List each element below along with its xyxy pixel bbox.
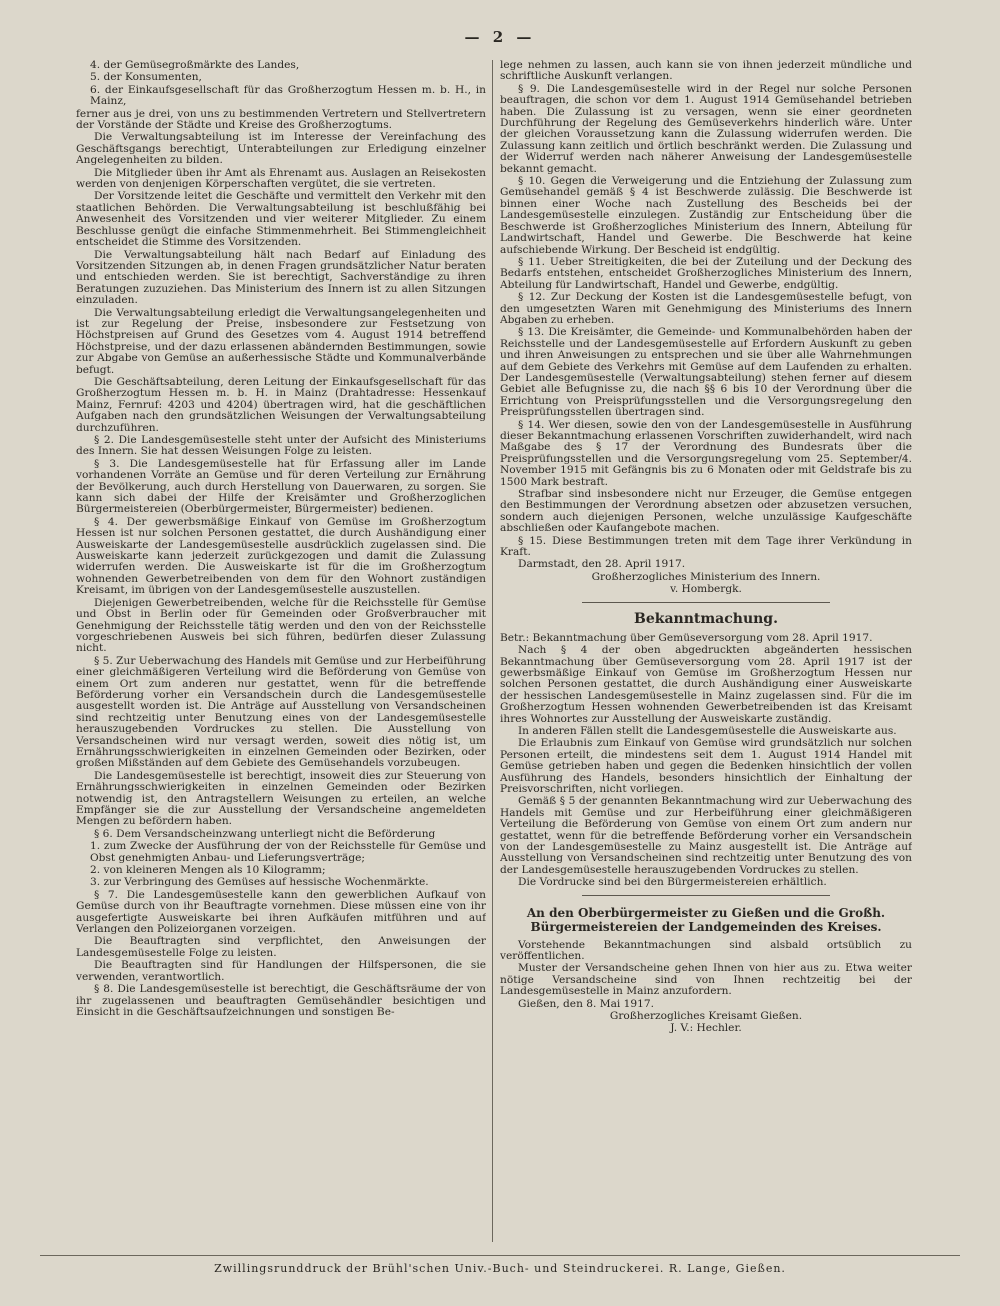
paragraph: Großherzogliches Kreisamt Gießen. xyxy=(609,1010,803,1023)
paragraph: § 14. Wer diesen, sowie den von der Landesgemüsestelle in Ausführung dieser Bekanntmachung erlassenen Vorschriften zuwiderhandelt, wird nach Maßgabe des § 17 der Verordnung des Bundesrats über die Preisprüfungsstellen und die Versorgungsregelung vom 25. September/4. November 1915 mit Gefängnis bis zu 6 Monaten oder mit Geldstrafe bis zu 1500 Mark bestraft. xyxy=(500,418,912,488)
paragraph: Die Vordrucke sind bei den Bürgermeistereien erhältlich. xyxy=(518,876,827,889)
paragraph: 1. zum Zwecke der Ausführung der von der Reichsstelle für Gemüse und Obst genehmigten Anbau- und Lieferungsverträge; xyxy=(90,840,486,864)
section-rule xyxy=(582,602,829,603)
paragraph: § 7. Die Landesgemüsestelle kann den gewerblichen Aufkauf von Gemüse durch von ihr Beauftragte vornehmen. Diese müssen eine von ihr ausgefertigte Ausweiskarte bei ihren Aufkäufen mitführen und auf Verlangen den Polizeiorganen vorzeigen. xyxy=(76,888,486,936)
announcement-body xyxy=(500,633,912,889)
paragraph: Die Erlaubnis zum Einkauf von Gemüse wird grundsätzlich nur solchen Personen erteilt, die mindestens seit dem 1. August 1914 Handel mit Gemüse getrieben haben und gegen die Bedenken hinsichtlich der vollen Ausführung des Handels, besonders hinsichtlich der Einhaltung der Preisvorschriften, nicht vorliegen. xyxy=(500,737,912,795)
paragraph: § 4. Der gewerbsmäßige Einkauf von Gemüse im Großherzogtum Hessen ist nur solchen Personen gestattet, die durch Aushändigung einer Ausweiskarte der Landesgemüsestelle ausdrücklich zugelassen sind. Die Ausweiskarte kann jederzeit zurückgezogen und damit die Zulassung widerrufen werden. Die Ausweiskarte ist für die im Großherzogtum wohnenden Gewerbetreibenden von dem für den Wohnort zuständigen Kreisamt, im übrigen von der Landesgemüsestelle auszustellen. xyxy=(76,515,486,597)
paragraph: lege nehmen zu lassen, auch kann sie von ihnen jederzeit mündliche und schriftliche Auskunft verlangen. xyxy=(500,60,912,83)
paragraph: § 3. Die Landesgemüsestelle hat für Erfassung aller im Lande vorhandenen Vorräte an Gemüse und für deren Verteilung zur Ernährung der Bevölkerung, auch durch Herstellung von Dauerwaren, zu sorgen. Sie kann sich dabei der Hilfe der Kreisämter und Großherzoglichen Bürgermeistereien (Oberbürgermeister, Bürgermeister) bedienen. xyxy=(76,457,486,516)
paragraph: Vorstehende Bekanntmachungen sind alsbald ortsüblich zu veröffentlichen. xyxy=(500,938,912,963)
paragraph: 2. von kleineren Mengen als 10 Kilogramm; xyxy=(90,864,326,877)
paragraph: § 10. Gegen die Verweigerung und die Entziehung der Zulassung zum Gemüsehandel gemäß § 4 ist Beschwerde zulässig. Die Beschwerde ist binnen einer Woche nach Zustellung des Bescheids bei der Landesgemüsestelle einzulegen. Zuständig zur Entscheidung über die Beschwerde ist Großherzogliches Ministerium des Innern, Abteilung für Landwirtschaft, Handel und Gewerbe. Die Beschwerde hat keine aufschiebende Wirkung. Der Bescheid ist endgültig. xyxy=(500,175,912,256)
paragraph: Die Verwaltungsabteilung erledigt die Verwaltungsangelegenheiten und ist zur Regelung der Preise, insbesondere zur Festsetzung von Höchstpreisen auf Grund des Gesetzes vom 4. August 1914 betreffend Höchstpreise, und der dazu erlassenen abändernden Bestimmungen, sowie zur Abgabe von Gemüse an außerhessische Städte und Kommunalverbände befugt. xyxy=(76,306,486,376)
section-rule xyxy=(582,895,829,896)
paragraph: § 15. Diese Bestimmungen treten mit dem Tage ihrer Verkündung in Kraft. xyxy=(500,534,912,559)
paragraph: ferner aus je drei, von uns zu bestimmenden Vertretern und Stellvertretern der Vorstände der Städte und Kreise des Großherzogtums. xyxy=(76,107,486,132)
paragraph: Betr.: Bekanntmachung über Gemüseversorgung vom 28. April 1917. xyxy=(500,631,873,644)
paragraph: Gemäß § 5 der genannten Bekanntmachung wird zur Ueberwachung des Handels mit Gemüse und zur Herbeiführung einer gleichmäßigeren Verteilung die Beförderung von Gemüse von einem Ort zum andern nur gestattet, wenn für die betreffende Beförderung vorher ein Versandschein von der Landesgemüsestelle zu Mainz ausgestellt ist. Die Anträge auf Ausstellung von Versandscheinen sind rechtzeitig unter Benutzung des von der Landesgemüsestelle herauszugebenden Vordruckes zu stellen. xyxy=(500,795,912,876)
paragraph: § 13. Die Kreisämter, die Gemeinde- und Kommunalbehörden haben der Reichsstelle und der Landesgemüsestelle auf Erfordern Auskunft zu geben und ihren Anweisungen zu entsprechen und sie über alle Wahrnehmungen auf dem Gebiete des Verkehrs mit Gemüse auf dem Laufenden zu erhalten. Der Landesgemüsestelle (Verwaltungsabteilung) stehen ferner auf diesem Gebiet alle Befugnisse zu, die nach §§ 6 bis 10 der Verordnung über die Errichtung von Preisprüfungsstellen und die Versorgungsregelung den Preisprüfungsstellen übertragen sind. xyxy=(500,326,912,419)
paragraph: Gießen, den 8. Mai 1917. xyxy=(518,997,654,1010)
paragraph: Strafbar sind insbesondere nicht nur Erzeuger, die Gemüse entgegen den Bestimmungen der Verordnung absetzen oder abzusetzen versuchen, sondern auch diejenigen Personen, welche unzulässige Kaufgeschäfte abschließen oder Kaufangebote machen. xyxy=(500,488,912,535)
announcement-title: Bekanntmachung. xyxy=(634,610,778,627)
column-divider xyxy=(492,60,493,1242)
paragraph: § 5. Zur Ueberwachung des Handels mit Gemüse und zur Herbeiführung einer gleichmäßigeren Verteilung wird die Beförderung von Gemüse von einem Ort zum anderen nur gestattet, wenn für die betreffende Beförderung vorher ein Versandschein durch die Landesgemüsestelle ausgestellt worden ist. Die Anträge auf Ausstellung von Versandscheinen sind rechtzeitig unter Benutzung eines von der Landesgemüsestelle herauszugebenden Vordruckes zu stellen. Die Ausstellung von Versandscheinen wird nur versagt werden, soweit dies nötig ist, um Ernährungsschwierigkeiten in einzelnen Gemeinden oder Bezirken, oder großen Mißständen auf dem Gebiete des Gemüsehandels vorzubeugen. xyxy=(76,654,486,770)
paragraph: v. Hombergk. xyxy=(670,583,742,596)
paragraph: Die Geschäftsabteilung, deren Leitung der Einkaufsgesellschaft für das Großherzogtum Hessen m. b. H. in Mainz (Drahtadresse: Hessenkauf Mainz, Fernruf: 4203 und 4204) übertragen wird, hat die geschäftlichen Aufgaben nach den grundsätzlichen Weisungen der Verwaltungsabteilung durchzuführen. xyxy=(76,375,486,434)
paragraph: Die Beauftragten sind für Handlungen der Hilfspersonen, die sie verwenden, verantwortlich. xyxy=(76,959,486,983)
paragraph: § 9. Die Landesgemüsestelle wird in der Regel nur solche Personen beauftragen, die schon vor dem 1. August 1914 Gemüsehandel betrieben haben. Die Zulassung ist zu versagen, wenn sie einer geordneten Durchführung der Regelung des Gemüseverkehrs hinderlich wäre. Unter der gleichen Voraussetzung kann die Zulassung widerrufen werden. Die Zulassung kann zeitlich und örtlich beschränkt werden. Die Zulassung und der Widerruf werden nach näherer Anweisung der Landesgemüsestelle bekannt gemacht. xyxy=(500,82,912,175)
paragraph: 4. der Gemüsegroßmärkte des Landes, xyxy=(90,60,300,71)
paragraph: Nach § 4 der oben abgedruckten abgeänderten hessischen Bekanntmachung über Gemüseversorgung vom 28. April 1917 ist der gewerbsmäßige Einkauf von Gemüse im Großherzogtum Hessen nur solchen Personen gestattet, die durch Aushändigung einer Ausweiskarte der hessischen Landesgemüsestelle in Mainz zugelassen sind. Für die im Großherzogtum Hessen wohnenden Gewerbetreibenden ist das Kreisamt ihres Wohnortes zur Ausstellung der Ausweiskarte zuständig. xyxy=(500,644,912,725)
paragraph: Die Verwaltungsabteilung hält nach Bedarf auf Einladung des Vorsitzenden Sitzungen ab, in denen Fragen grundsätzlicher Natur beraten und entschieden werden. Sie ist berechtigt, Sachverständige zu ihren Beratungen zuzuziehen. Das Ministerium des Innern ist zu allen Sitzungen einzuladen. xyxy=(76,248,486,307)
paragraph: § 12. Zur Deckung der Kosten ist die Landesgemüsestelle befugt, von den umgesetzten Waren mit Genehmigung des Ministeriums des Innern Abgaben zu erheben. xyxy=(500,291,912,326)
circular-body xyxy=(500,940,912,1035)
paragraph: Die Mitglieder üben ihr Amt als Ehrenamt aus. Auslagen an Reisekosten werden von denjenigen Körperschaften vergütet, die sie vertreten. xyxy=(76,166,486,191)
page-number: — 2 — xyxy=(464,28,536,46)
paragraph: Die Landesgemüsestelle ist berechtigt, insoweit dies zur Steuerung von Ernährungsschwierigkeiten in einzelnen Gemeinden oder Bezirken notwendig ist, den Antragstellern Weisungen zu erteilen, an welche Empfänger sie die zur Ausstellung der Versandscheine angemeldeten Mengen zu befördern haben. xyxy=(76,769,486,828)
right-column xyxy=(500,60,912,1245)
paragraph: In anderen Fällen stellt die Landesgemüsestelle die Ausweiskarte aus. xyxy=(518,724,897,737)
paragraph: Der Vorsitzende leitet die Geschäfte und vermittelt den Verkehr mit den staatlichen Behörden. Die Verwaltungsabteilung ist beschlußfähig bei Anwesenheit des Vorsitzenden und vier weiterer Mitglieder. Zu einem Beschlusse genügt die einfache Stimmenmehrheit. Bei Stimmengleichheit entscheidet die Stimme des Vorsitzenden. xyxy=(76,190,486,249)
footer-rule xyxy=(40,1255,960,1256)
printer-imprint: Zwillingsrunddruck der Brühl'schen Univ.-Buch- und Steindruckerei. R. Lange, Gießen. xyxy=(214,1262,786,1275)
right-column-decree xyxy=(500,60,912,596)
paragraph: 3. zur Verbringung des Gemüses auf hessische Wochenmärkte. xyxy=(90,876,429,889)
paragraph: Muster der Versandscheine gehen Ihnen von hier aus zu. Etwa weiter nötige Versandscheine sind von Ihnen rechtzeitig bei der Landesgemüsestelle in Mainz anzufordern. xyxy=(500,962,912,998)
paragraph: § 2. Die Landesgemüsestelle steht unter der Aufsicht des Ministeriums des Innern. Sie hat dessen Weisungen Folge zu leisten. xyxy=(76,434,486,458)
paragraph: Die Beauftragten sind verpflichtet, den Anweisungen der Landesgemüsestelle Folge zu leisten. xyxy=(76,935,486,959)
paragraph: 5. der Konsumenten, xyxy=(90,71,202,84)
paragraph: Diejenigen Gewerbetreibenden, welche für die Reichsstelle für Gemüse und Obst in Berlin oder für Gemeinden oder Großverbraucher mit Genehmigung der Reichsstelle tätig werden und den von der Reichsstelle vorgeschriebenen Ausweis bei sich führen, bedürfen dieser Zulassung nicht. xyxy=(76,596,486,655)
paragraph: § 11. Ueber Streitigkeiten, die bei der Zuteilung und der Deckung des Bedarfs entstehen, entscheidet Großherzogliches Ministerium des Innern, Abteilung für Landwirtschaft, Handel und Gewerbe, endgültig. xyxy=(500,255,912,291)
paragraph: § 6. Dem Versandscheinzwang unterliegt nicht die Beförderung xyxy=(94,827,436,840)
paragraph: Großherzogliches Ministerium des Innern. xyxy=(591,570,821,583)
paragraph: Darmstadt, den 28. April 1917. xyxy=(518,558,686,571)
left-column xyxy=(76,60,486,1245)
paragraph: Die Verwaltungsabteilung ist im Interesse der Vereinfachung des Geschäftsgangs berechtigt, Unterabteilungen zur Erledigung einzelner Angelegenheiten zu bilden. xyxy=(76,131,486,167)
paragraph: 6. der Einkaufsgesellschaft für das Großherzogtum Hessen m. b. H., in Mainz, xyxy=(90,83,486,108)
paragraph: § 8. Die Landesgemüsestelle ist berechtigt, die Geschäftsräume der von ihr zugelassenen und beauftragten Gemüsehändler besichtigen und Einsicht in die Geschäftsaufzeichnungen und sonstigen Be- xyxy=(76,983,486,1018)
paragraph: J. V.: Hechler. xyxy=(670,1022,742,1035)
circular-title: An den Oberbürgermeister zu Gießen und die Großh. Bürgermeistereien der Landgemeinden des Kreises. xyxy=(526,905,886,934)
